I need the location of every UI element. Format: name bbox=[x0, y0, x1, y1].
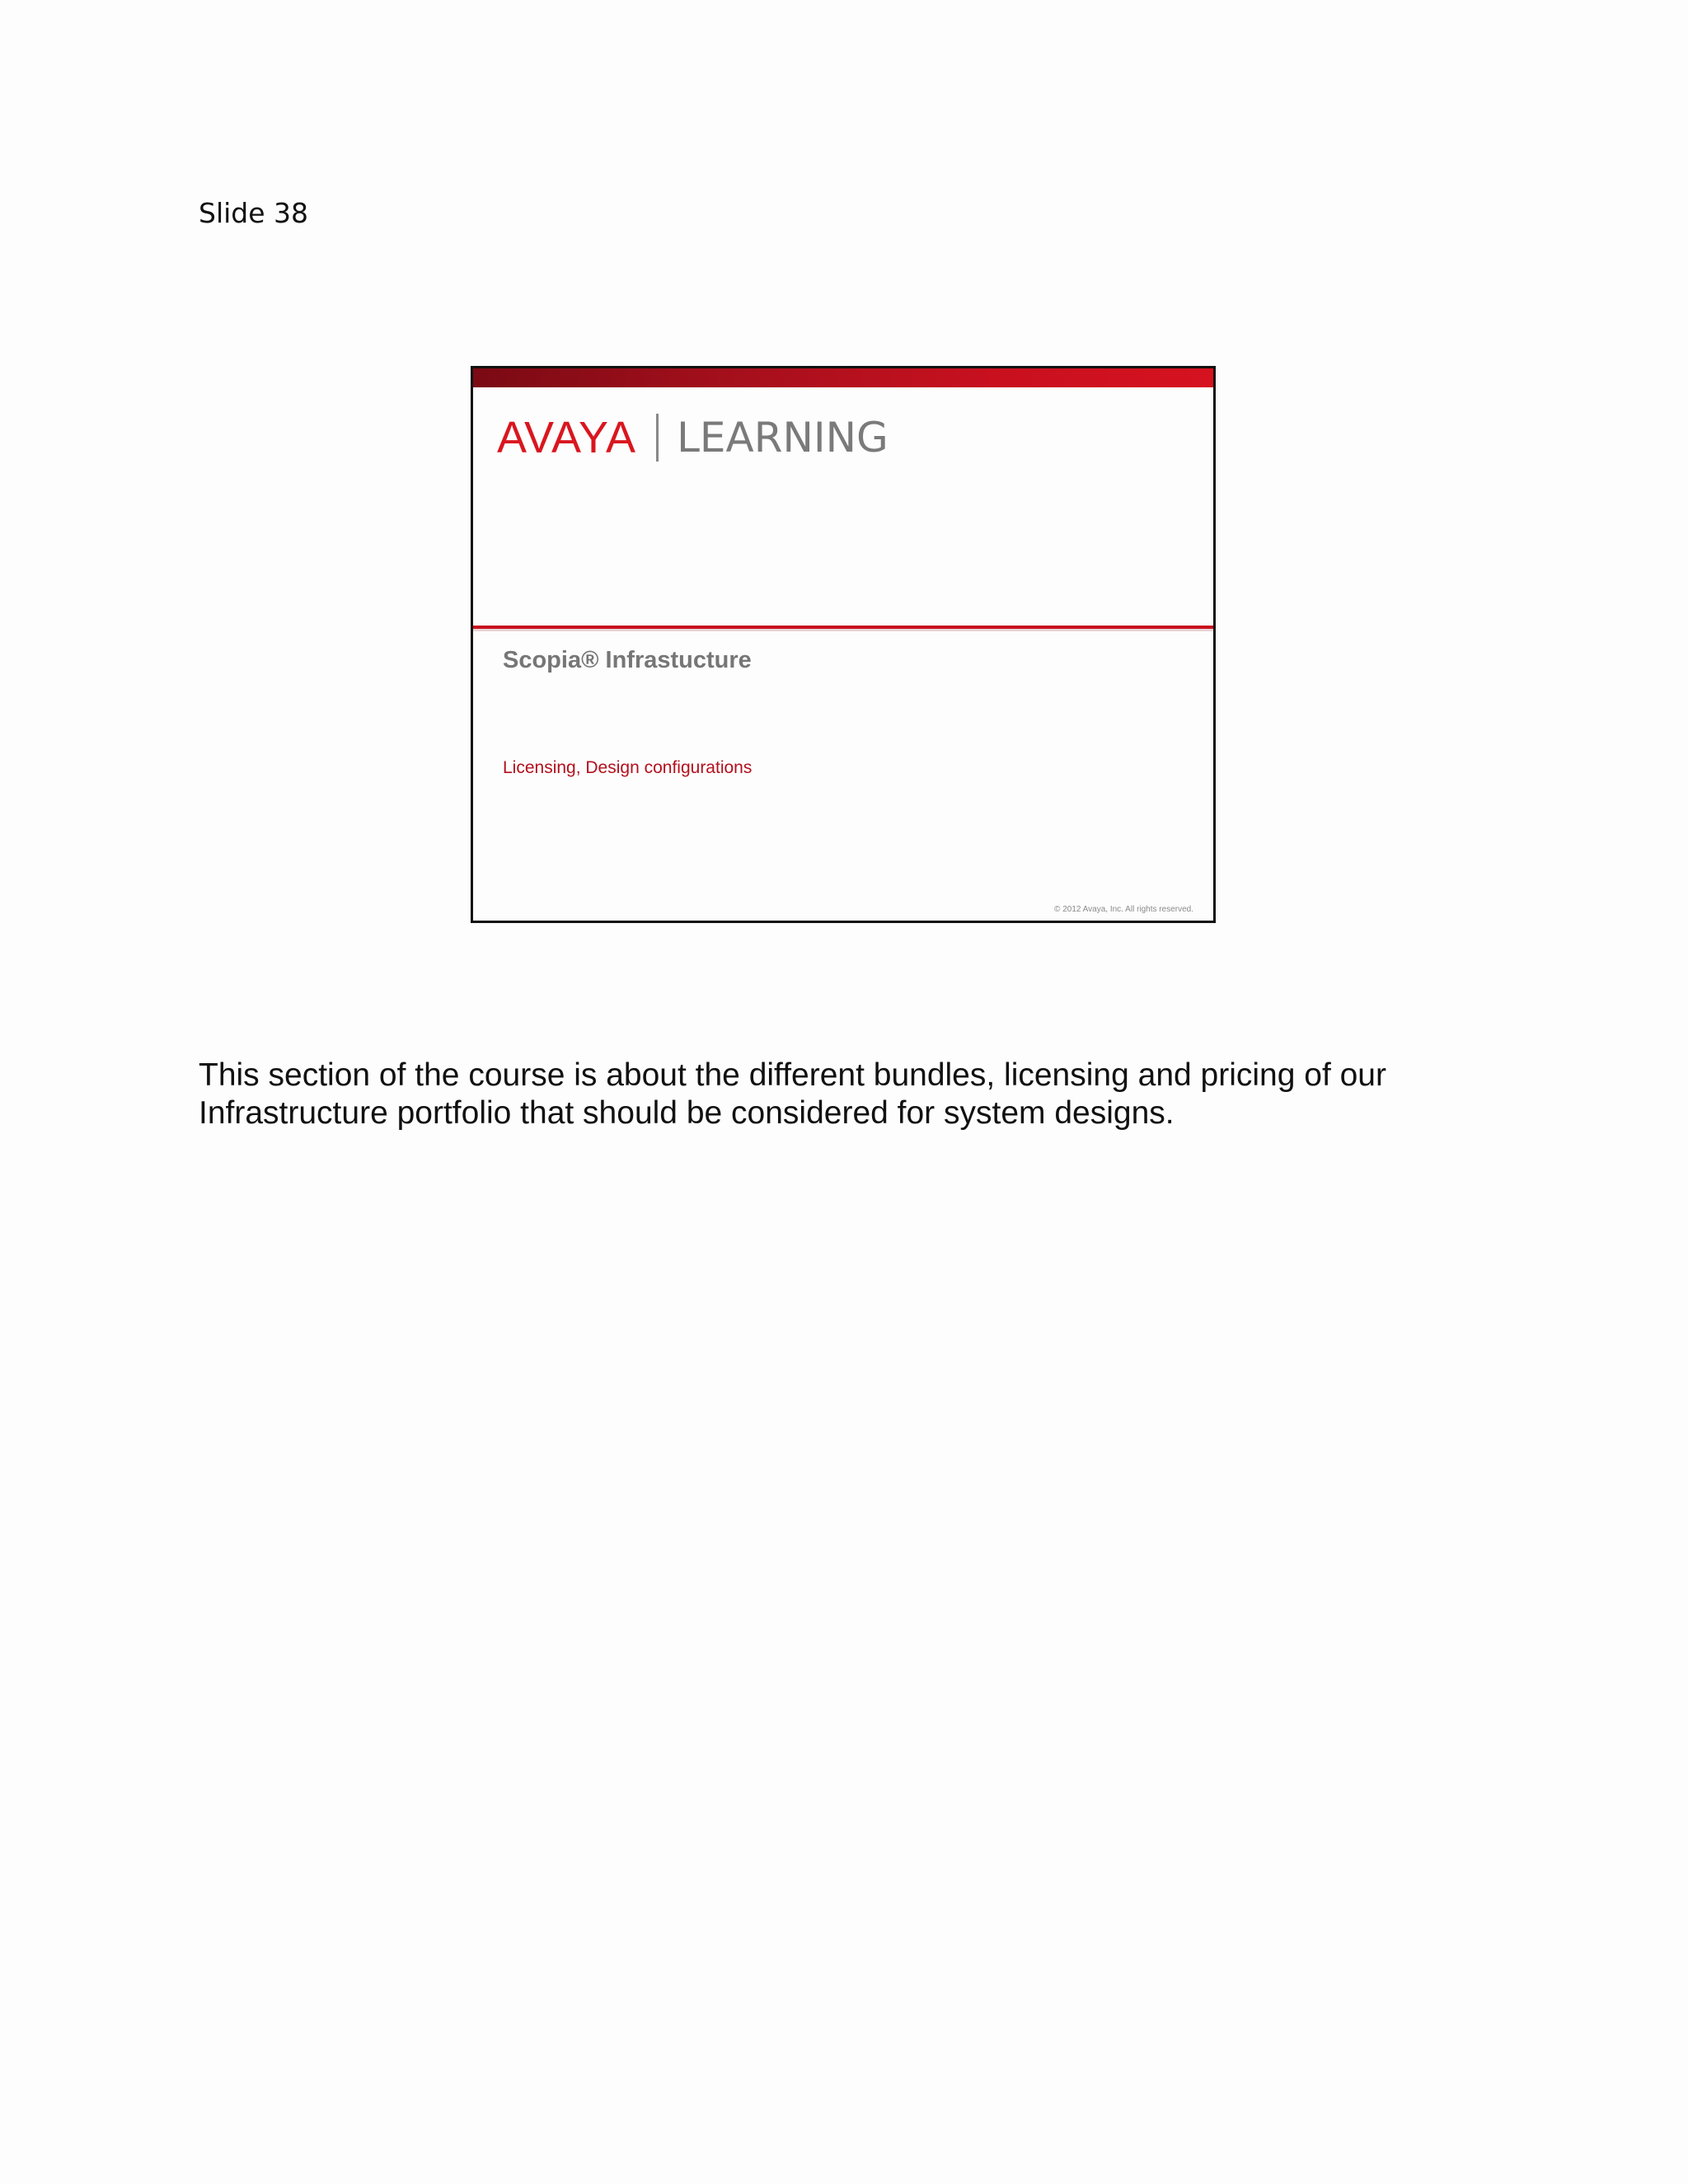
brand-divider bbox=[656, 414, 659, 462]
slide-copyright: © 2012 Avaya, Inc. All rights reserved. bbox=[1054, 905, 1193, 914]
slide-thumbnail bbox=[471, 366, 1216, 923]
slide-divider-shadow bbox=[473, 629, 1213, 631]
slide-number-label: Slide 38 bbox=[199, 197, 309, 229]
brand-section-label: LEARNING bbox=[677, 414, 889, 462]
slide-title: Scopia® Infrastucture bbox=[503, 647, 752, 673]
slide-subtitle: Licensing, Design configurations bbox=[503, 758, 753, 777]
slide-top-banner bbox=[473, 368, 1213, 387]
avaya-logo: AVAYA bbox=[497, 413, 637, 462]
speaker-notes: This section of the course is about the different bundles, licensing and pricing of our Infrastructure portfolio that should be considered for system designs. bbox=[199, 1057, 1386, 1131]
brand-header bbox=[497, 413, 889, 462]
